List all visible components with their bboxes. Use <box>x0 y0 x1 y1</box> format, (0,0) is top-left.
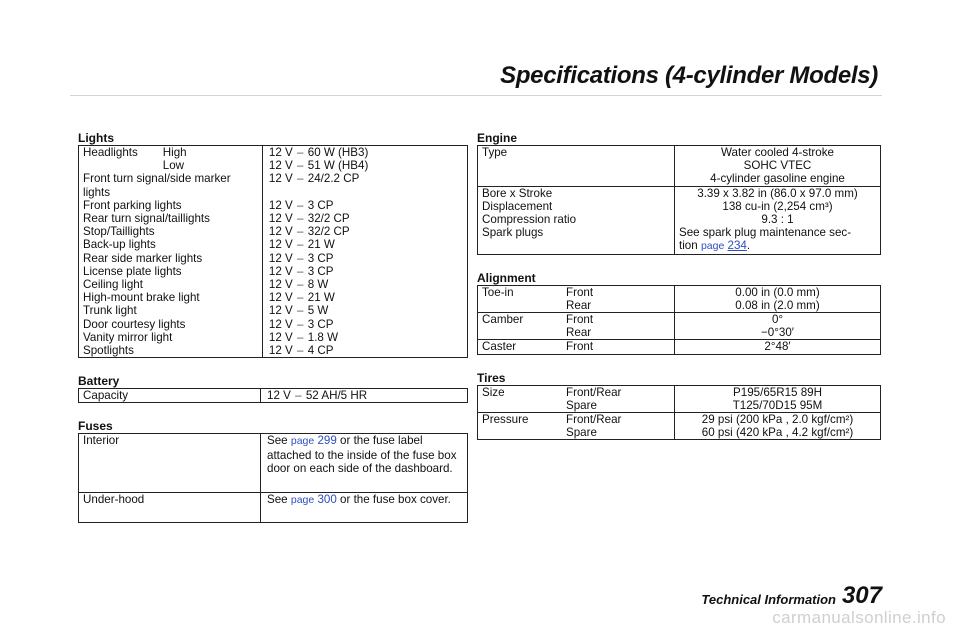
wattage: 3 CP <box>307 251 334 265</box>
period: . <box>746 239 751 253</box>
spec-value: 29 psi (200 kPa , 2.0 kgf/cm²) <box>675 413 881 427</box>
spec-value: 138 cu-in (2,254 cm³) <box>675 200 881 213</box>
table-row <box>79 212 468 225</box>
spec-sub: High <box>162 146 187 159</box>
table-row <box>79 238 468 251</box>
spec-name: Rear side marker lights <box>83 251 203 265</box>
alignment-table <box>477 285 881 355</box>
spec-value: −0°30′ <box>675 326 881 340</box>
spec-sub: Front <box>566 340 594 354</box>
right-column <box>477 0 881 440</box>
engine-table <box>477 145 881 255</box>
table-row <box>79 146 468 160</box>
fuses-table <box>78 433 468 523</box>
dash-separator: – <box>297 344 304 358</box>
dash-separator: – <box>297 159 304 173</box>
alignment-section <box>477 272 881 355</box>
voltage: 12 V <box>268 317 293 331</box>
footer-section-label: Technical Information <box>701 592 836 607</box>
spec-name: Back-up lights <box>83 238 156 252</box>
spec-name: Headlights <box>83 146 138 159</box>
wattage: 51 W (HB4) <box>307 159 369 173</box>
wattage: 21 W <box>307 291 335 305</box>
voltage: 12 V <box>268 344 293 358</box>
value-line: SOHC VTEC <box>743 159 812 173</box>
spec-value <box>262 252 467 265</box>
dash-separator: – <box>297 278 304 292</box>
spec-value <box>262 225 467 238</box>
spec-name: Pressure <box>482 413 529 427</box>
spec-name: Ceiling light <box>83 278 143 292</box>
page-link-234[interactable]: 234 <box>727 239 747 253</box>
table-row <box>478 340 881 354</box>
dash-separator: – <box>297 304 304 318</box>
wattage: 60 W (HB3) <box>307 146 369 159</box>
spec-name: Caster <box>482 340 517 354</box>
spec-name: Spark plugs <box>482 226 544 240</box>
dash-separator: – <box>297 212 304 226</box>
battery-heading: Battery <box>78 374 120 389</box>
value-line: Water cooled 4-stroke <box>721 146 834 159</box>
spec-sub: Spare <box>562 399 675 413</box>
table-row <box>79 493 468 523</box>
table-row <box>478 313 881 327</box>
table-row <box>79 389 468 403</box>
table-row <box>79 225 468 238</box>
spec-value <box>261 493 468 523</box>
value-line: See spark plug maintenance sec- <box>679 226 852 240</box>
capacity: 52 AH/5 HR <box>305 389 368 403</box>
voltage: 12 V <box>267 389 291 403</box>
voltage: 12 V <box>268 264 293 278</box>
spec-value <box>262 199 467 212</box>
spec-sub: Rear <box>562 326 675 340</box>
table-row <box>79 252 468 265</box>
page-word: page <box>290 494 315 507</box>
wattage: 32/2 CP <box>307 212 350 226</box>
voltage: 12 V <box>268 251 293 265</box>
voltage: 12 V <box>268 212 293 226</box>
dash-separator: – <box>297 251 304 265</box>
value-line: 4-cylinder gasoline engine <box>710 172 845 186</box>
left-column <box>78 0 468 523</box>
spec-value <box>262 265 467 278</box>
page-link-300[interactable]: 300 <box>317 493 337 507</box>
spec-value <box>675 146 881 187</box>
spec-value: 60 psi (420 kPa , 4.2 kgf/cm²) <box>675 426 881 440</box>
table-row <box>478 146 881 187</box>
engine-heading: Engine <box>477 131 518 145</box>
see-text: See <box>267 493 288 507</box>
wattage: 8 W <box>307 278 329 292</box>
voltage: 12 V <box>268 159 293 173</box>
tires-section <box>477 372 881 441</box>
spec-sub: Front <box>566 285 594 299</box>
spec-name: Displacement <box>482 199 553 213</box>
fuse-note: or the fuse label attached to the inside of the fuse box door on each side of the dashboard. <box>267 434 457 475</box>
dash-separator: – <box>297 238 304 252</box>
dash-separator: – <box>297 317 304 331</box>
page-title: Specifications (4-cylinder Models) <box>500 62 878 89</box>
wattage: 21 W <box>307 238 335 252</box>
spec-name: Under-hood <box>83 493 145 507</box>
table-row <box>478 285 881 299</box>
dash-separator: – <box>297 330 304 344</box>
battery-table <box>78 388 468 403</box>
spec-value <box>262 172 467 198</box>
page-word: page <box>290 435 315 448</box>
table-row <box>478 326 881 340</box>
table-row <box>79 434 468 493</box>
spec-value <box>262 238 467 251</box>
spec-value <box>675 226 881 254</box>
spec-value <box>262 159 467 172</box>
spec-name <box>478 299 563 313</box>
table-row <box>79 331 468 344</box>
spec-sub: Rear <box>562 299 675 313</box>
voltage: 12 V <box>268 304 293 318</box>
dash-separator: – <box>297 264 304 278</box>
table-row <box>79 265 468 278</box>
dash-separator: – <box>295 389 302 403</box>
table-row <box>79 304 468 317</box>
voltage: 12 V <box>268 172 293 186</box>
page-number: 307 <box>841 582 882 609</box>
value-word: tion <box>679 239 698 253</box>
spec-name: Front turn signal/side marker lights <box>83 172 231 199</box>
spec-sub: Front/Rear <box>566 385 622 399</box>
spec-value <box>262 278 467 291</box>
dash-separator: – <box>297 198 304 212</box>
spec-sub: Front <box>566 313 594 327</box>
spec-value <box>262 344 467 358</box>
spec-sub: Front/Rear <box>566 413 622 427</box>
spec-value <box>262 304 467 317</box>
spec-name: Trunk light <box>83 304 137 318</box>
page-word: page <box>700 240 725 253</box>
lights-table <box>78 145 468 358</box>
spec-value: 2°48′ <box>675 340 881 354</box>
watermark: carmanualsonline.info <box>772 608 946 627</box>
spec-value <box>262 331 467 344</box>
lights-section <box>78 132 468 358</box>
voltage: 12 V <box>268 291 293 305</box>
spec-value: T125/70D15 95M <box>675 399 881 413</box>
wattage: 5 W <box>307 304 329 318</box>
table-row <box>79 172 468 198</box>
tires-heading: Tires <box>477 370 506 385</box>
spec-value: P195/65R15 89H <box>675 385 881 399</box>
dash-separator: – <box>297 146 304 159</box>
table-row <box>478 399 881 413</box>
dash-separator: – <box>297 225 304 239</box>
wattage: 3 CP <box>307 198 334 212</box>
wattage: 4 CP <box>307 344 334 358</box>
table-row <box>79 344 468 358</box>
spec-value <box>262 318 467 331</box>
page-link-299[interactable]: 299 <box>317 434 337 448</box>
spec-value: 0° <box>675 313 881 327</box>
voltage: 12 V <box>268 146 293 159</box>
voltage: 12 V <box>268 198 293 212</box>
table-row <box>478 213 881 226</box>
wattage: 24/2.2 CP <box>307 172 360 186</box>
tires-table <box>477 385 881 441</box>
fuses-section <box>78 420 468 523</box>
wattage: 32/2 CP <box>307 225 350 239</box>
engine-section <box>477 132 881 255</box>
see-text: See <box>267 434 288 448</box>
alignment-heading: Alignment <box>477 270 536 285</box>
battery-section <box>78 375 468 403</box>
spec-value: 3.39 x 3.82 in (86.0 x 97.0 mm) <box>675 186 881 200</box>
spec-name: Toe-in <box>482 285 514 299</box>
spec-name: High-mount brake light <box>83 291 200 305</box>
voltage: 12 V <box>268 225 293 239</box>
table-row <box>79 199 468 212</box>
table-row <box>478 426 881 440</box>
spec-name <box>478 426 563 440</box>
spec-name: Size <box>482 385 505 399</box>
spec-name: Door courtesy lights <box>83 317 186 331</box>
spec-name: Spotlights <box>83 344 134 358</box>
spec-name: Type <box>478 146 675 187</box>
spec-value <box>261 389 468 403</box>
spec-name <box>478 326 563 340</box>
spec-value <box>262 212 467 225</box>
dash-separator: – <box>297 172 304 186</box>
table-row <box>79 318 468 331</box>
spec-name <box>79 159 163 172</box>
spec-value <box>261 434 468 493</box>
spec-name: Interior <box>79 434 261 493</box>
spec-value: 0.00 in (0.0 mm) <box>675 285 881 299</box>
spec-name: Capacity <box>83 389 129 403</box>
wattage: 1.8 W <box>307 330 339 344</box>
table-row <box>478 413 881 427</box>
table-row <box>478 186 881 200</box>
wattage: 3 CP <box>307 317 334 331</box>
table-row <box>79 278 468 291</box>
spec-value <box>262 146 467 160</box>
lights-heading: Lights <box>78 131 114 145</box>
voltage: 12 V <box>268 278 293 292</box>
spec-name: Front parking lights <box>83 198 182 212</box>
spec-name: Camber <box>482 313 524 327</box>
fuses-heading: Fuses <box>78 419 113 434</box>
value-line <box>679 239 876 253</box>
fuse-note: or the fuse box cover. <box>340 493 451 507</box>
spec-value <box>262 291 467 304</box>
spec-name: Bore x Stroke <box>482 186 553 200</box>
voltage: 12 V <box>268 238 293 252</box>
spec-name: Rear turn signal/taillights <box>83 212 210 226</box>
spec-name <box>478 399 563 413</box>
table-row <box>478 200 881 213</box>
spec-name: Compression ratio <box>482 213 577 227</box>
wattage: 3 CP <box>307 264 334 278</box>
spec-name: License plate lights <box>83 264 182 278</box>
table-row <box>79 291 468 304</box>
spec-sub: Spare <box>566 426 597 440</box>
dash-separator: – <box>297 291 304 305</box>
spec-value: 0.08 in (2.0 mm) <box>675 299 881 313</box>
spec-value: 9.3 : 1 <box>675 213 881 226</box>
table-row <box>79 159 468 172</box>
spec-name: Stop/Taillights <box>83 225 155 239</box>
spec-name: Vanity mirror light <box>83 330 173 344</box>
table-row <box>478 299 881 313</box>
table-row <box>478 385 881 399</box>
voltage: 12 V <box>268 330 293 344</box>
spec-sub: Low <box>162 159 185 173</box>
table-row <box>478 226 881 254</box>
